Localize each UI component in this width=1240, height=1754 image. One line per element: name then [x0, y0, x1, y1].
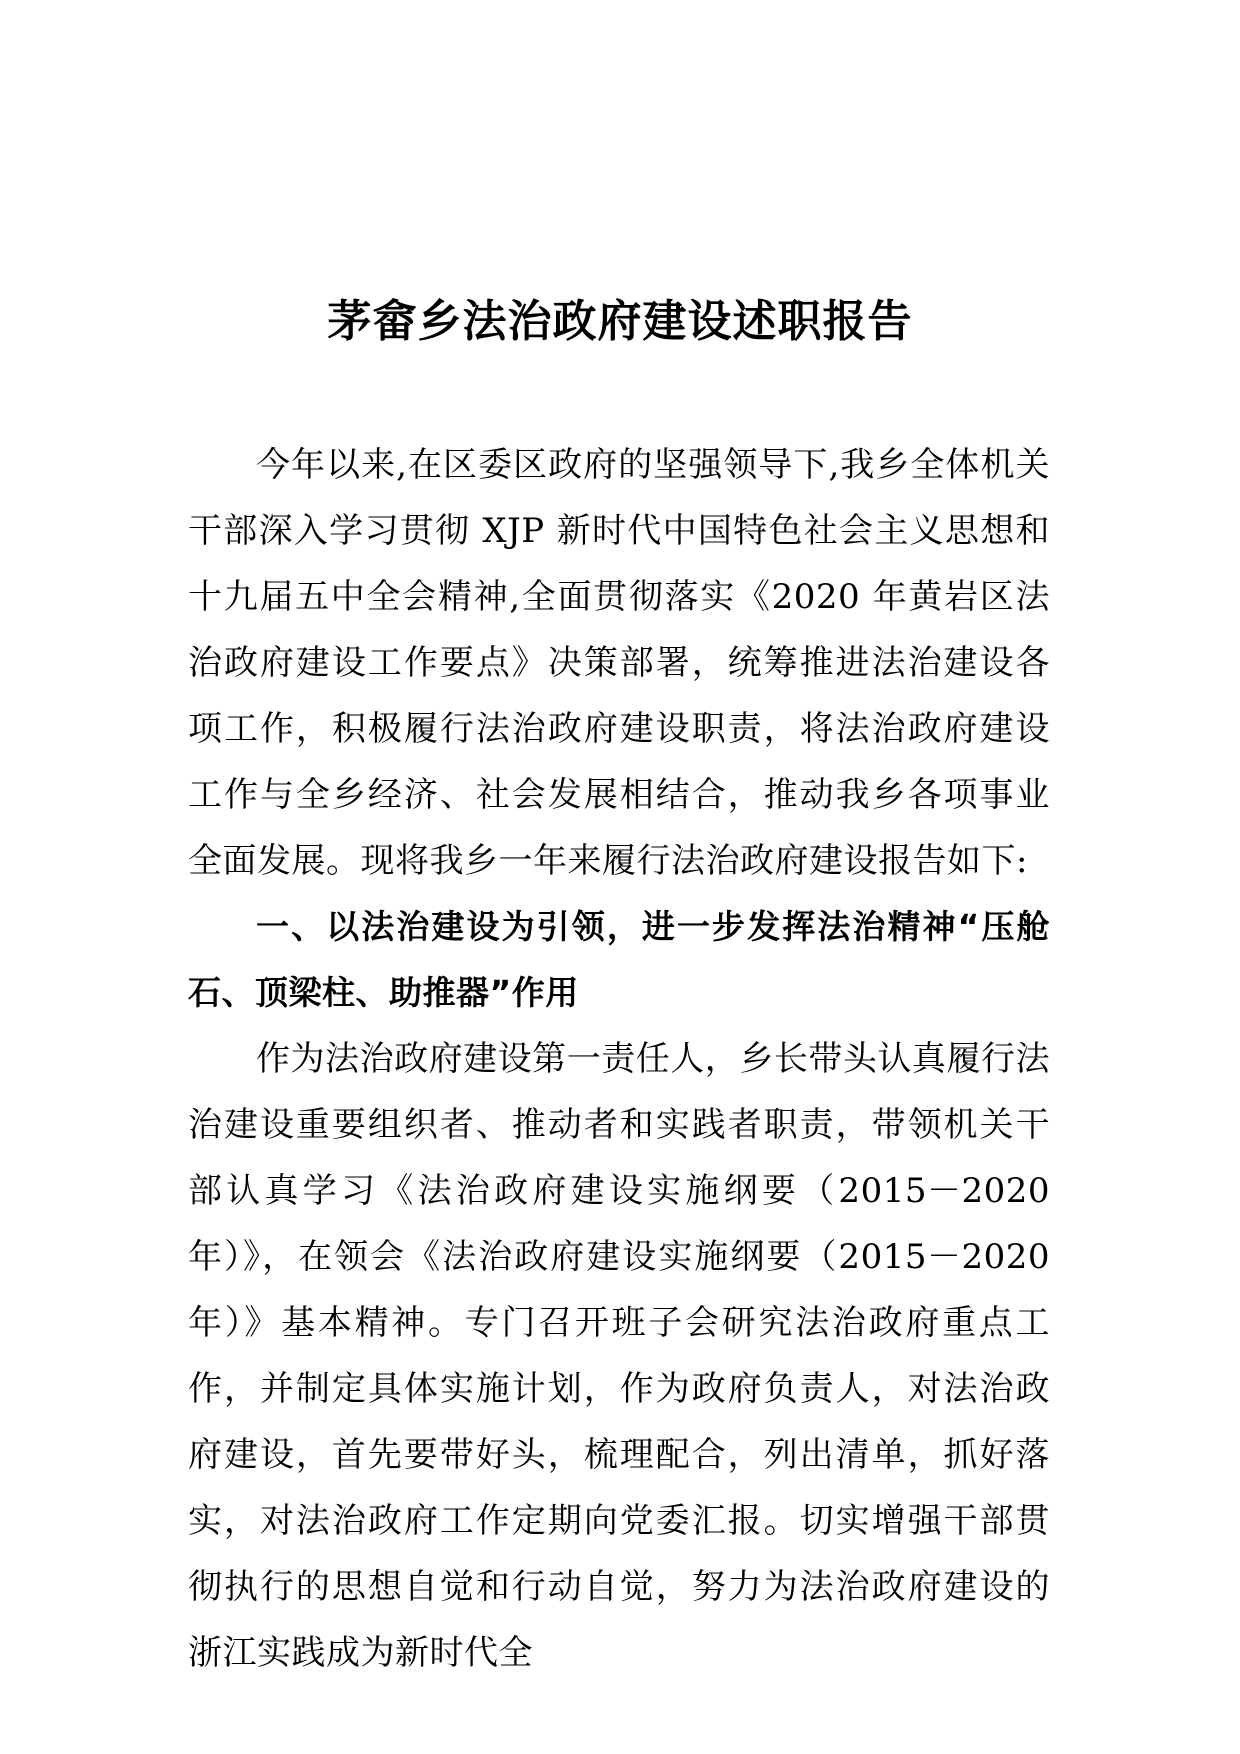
document-body [188, 432, 1050, 1686]
intro-paragraph: 今年以来,在区委区政府的坚强领导下,我乡全体机关干部深入学习贯彻 XJP 新时代中国特色社会主义思想和十九届五中全会精神,全面贯彻落实《2020 年黄岩区法治政府建设工作要点》决策部署，统筹推进法治建设各项工作，积极履行法治政府建设职责，将法治政府建设工作与全乡经济、社会发展相结合，推动我乡各项事业全面发展。现将我乡一年来履行法治政府建设报告如下: [188, 445, 1050, 881]
section-1-paragraph: 作为法治政府建设第一责任人，乡长带头认真履行法治建设重要组织者、推动者和实践者职责，带领机关干部认真学习《法治政府建设实施纲要（2015－2020 年）》，在领会《法治政府建设实施纲要（2015－2020 年）》基本精神。专门召开班子会研究法治政府重点工作，并制定具体实施计划，作为政府负责人，对法治政府建设，首先要带好头，梳理配合，列出清单，抓好落实，对法治政府工作定期向党委汇报。切实增强干部贯彻执行的思想自觉和行动自觉，努力为法治政府建设的浙江实践成为新时代全 [188, 1039, 1050, 1673]
section-heading-1: 一、以法治建设为引领，进一步发挥法治精神“压舱石、顶梁柱、助推器”作用 [188, 907, 1050, 1012]
document-title: 茅畲乡法治政府建设述职报告 [327, 296, 913, 347]
